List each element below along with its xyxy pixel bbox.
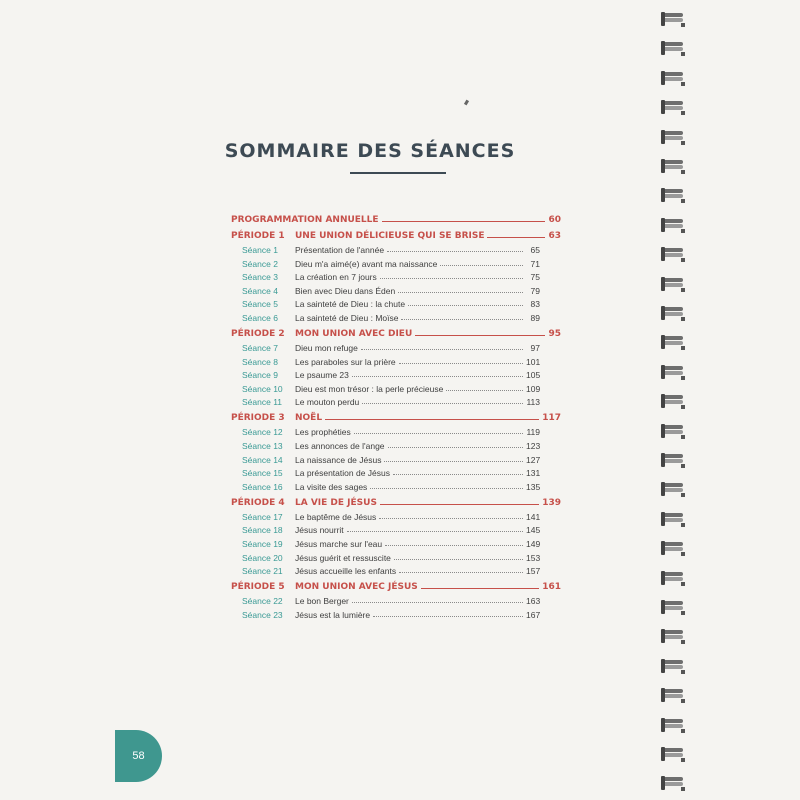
toc-leader-line	[387, 251, 523, 252]
toc-session-row	[231, 509, 540, 522]
toc-page-number: 65	[530, 245, 540, 255]
toc-leader-line	[380, 278, 523, 279]
binding-ring	[661, 571, 685, 586]
toc-session-row	[231, 256, 540, 269]
toc-page-number: 163	[526, 596, 541, 607]
toc-entry-title: La naissance de Jésus	[295, 454, 382, 465]
session-code: Séance 10	[242, 383, 283, 394]
ink-speck	[464, 100, 469, 106]
toc-leader-line	[370, 488, 523, 489]
toc-entry-title: Les prophéties	[295, 427, 351, 438]
toc-entry-title: Jésus est la lumière	[295, 609, 371, 620]
toc-entry-title: LA VIE DE JÉSUS	[295, 497, 377, 508]
session-code: Séance 13	[242, 441, 283, 451]
toc-session-row	[231, 354, 540, 367]
binding-ring	[661, 541, 685, 556]
session-code: Séance 2	[242, 258, 278, 269]
binding-ring	[661, 688, 685, 703]
toc-session-row	[231, 283, 540, 296]
toc-page-number: 153	[526, 552, 541, 563]
binding-ring	[661, 12, 685, 27]
spiral-binding	[661, 0, 691, 800]
toc-page-number: 117	[542, 413, 561, 424]
session-code: Séance 16	[242, 481, 283, 492]
toc-page-number: 89	[530, 313, 540, 323]
binding-ring	[661, 747, 685, 762]
toc-period-row	[231, 579, 561, 592]
session-code: Séance 20	[242, 552, 283, 563]
binding-ring	[661, 100, 685, 115]
session-code: Séance 23	[242, 609, 283, 620]
binding-ring	[661, 453, 685, 468]
title-underline	[350, 172, 446, 174]
session-code: Séance 19	[242, 539, 283, 549]
toc-leader-line	[352, 602, 523, 603]
toc-entry-title: Les annonces de l'ange	[295, 441, 385, 451]
toc-session-row	[231, 607, 540, 620]
toc-page-number: 131	[526, 468, 541, 479]
page-number: 58	[132, 750, 145, 762]
toc-leader-line	[354, 433, 523, 434]
toc-session-row	[231, 269, 540, 282]
toc-page-number: 71	[530, 258, 540, 269]
toc-entry-title: Le mouton perdu	[295, 397, 360, 408]
toc-session-row	[231, 340, 540, 353]
toc-leader-line	[380, 504, 539, 505]
toc-page-number: 97	[530, 343, 540, 353]
toc-page-number: 79	[530, 285, 540, 296]
toc-entry-title: La sainteté de Dieu : Moïse	[295, 313, 399, 323]
toc-page-number: 109	[526, 383, 541, 394]
toc-leader-line	[408, 305, 523, 306]
period-code: PÉRIODE 1	[231, 231, 285, 241]
toc-page-number: 75	[530, 272, 540, 283]
toc-leader-line	[352, 376, 523, 377]
toc-entry-title: Dieu m'a aimé(e) avant ma naissance	[295, 258, 438, 269]
binding-ring	[661, 188, 685, 203]
toc-session-row	[231, 394, 540, 407]
toc-entry-title: Présentation de l'année	[295, 245, 385, 255]
toc-leader-line	[446, 390, 523, 391]
toc-entry-title: Dieu mon refuge	[295, 343, 358, 353]
toc-entry-title: MON UNION AVEC JÉSUS	[295, 582, 418, 593]
toc-page-number: 101	[526, 356, 541, 367]
toc-heading-row	[231, 212, 561, 225]
toc-session-row	[231, 536, 540, 549]
binding-ring	[661, 71, 685, 86]
session-code: Séance 4	[242, 285, 278, 296]
binding-ring	[661, 394, 685, 409]
binding-ring	[661, 335, 685, 350]
toc-entry-title: Dieu est mon trésor : la perle précieuse	[295, 383, 444, 394]
toc-leader-line	[382, 221, 546, 222]
binding-ring	[661, 159, 685, 174]
toc-leader-line	[362, 403, 523, 404]
toc-entry-title: La présentation de Jésus	[295, 468, 390, 479]
period-code: PÉRIODE 5	[231, 582, 285, 593]
toc-entry-title: Les paraboles sur la prière	[295, 356, 396, 367]
toc-entry-title: La création en 7 jours	[295, 272, 377, 283]
toc-entry-title: PROGRAMMATION ANNUELLE	[231, 215, 379, 225]
toc-session-row	[231, 452, 540, 465]
toc-leader-line	[385, 545, 523, 546]
toc-entry-title: Le baptême de Jésus	[295, 511, 377, 522]
toc-session-row	[231, 593, 540, 606]
session-code: Séance 14	[242, 454, 283, 465]
session-code: Séance 17	[242, 511, 283, 522]
binding-ring	[661, 41, 685, 56]
toc-page-number: 105	[526, 370, 541, 381]
toc-period-row	[231, 410, 561, 423]
page-title: SOMMAIRE DES SÉANCES	[224, 140, 516, 162]
binding-ring	[661, 247, 685, 262]
toc-entry-title: Jésus guérit et ressuscite	[295, 552, 391, 563]
toc-leader-line	[401, 319, 523, 320]
binding-ring	[661, 218, 685, 233]
toc-leader-line	[347, 531, 523, 532]
toc-entry-title: Le psaume 23	[295, 370, 349, 381]
toc-session-row	[231, 242, 540, 255]
session-code: Séance 22	[242, 596, 283, 607]
toc-leader-line	[379, 518, 523, 519]
toc-page-number: 139	[542, 497, 561, 508]
toc-entry-title: Bien avec Dieu dans Éden	[295, 285, 396, 296]
binding-ring	[661, 130, 685, 145]
toc-session-row	[231, 479, 540, 492]
toc-period-row	[231, 228, 561, 241]
toc-entry-title: Jésus accueille les enfants	[295, 566, 397, 577]
toc-page-number: 149	[526, 539, 541, 549]
toc-page-number: 95	[548, 329, 561, 339]
toc-session-row	[231, 465, 540, 478]
toc-leader-line	[415, 335, 545, 336]
toc-entry-title: MON UNION AVEC DIEU	[295, 329, 413, 339]
toc-leader-line	[388, 447, 523, 448]
period-code: PÉRIODE 3	[231, 413, 285, 424]
binding-ring	[661, 629, 685, 644]
toc-leader-line	[325, 419, 539, 420]
toc-session-row	[231, 550, 540, 563]
toc-leader-line	[421, 588, 539, 589]
toc-page-number: 123	[526, 441, 541, 451]
binding-ring	[661, 600, 685, 615]
session-code: Séance 7	[242, 343, 278, 353]
toc-page-number: 113	[526, 397, 540, 408]
binding-ring	[661, 512, 685, 527]
toc-entry-title: Le bon Berger	[295, 596, 349, 607]
toc-leader-line	[399, 572, 523, 573]
session-code: Séance 5	[242, 299, 278, 310]
toc-leader-line	[399, 363, 523, 364]
page-number-badge	[115, 730, 162, 782]
session-code: Séance 9	[242, 370, 278, 381]
toc-page-number: 141	[526, 511, 541, 522]
toc-entry-title: Jésus marche sur l'eau	[295, 539, 383, 549]
toc-page-number: 145	[526, 525, 541, 536]
toc-entry-title: Jésus nourrit	[295, 525, 344, 536]
toc-page-number: 135	[526, 481, 541, 492]
binding-ring	[661, 718, 685, 733]
toc-session-row	[231, 522, 540, 535]
toc-session-row	[231, 563, 540, 576]
toc-period-row	[231, 495, 561, 508]
toc-page-number: 127	[526, 454, 541, 465]
toc-leader-line	[393, 474, 523, 475]
session-code: Séance 12	[242, 427, 283, 438]
session-code: Séance 15	[242, 468, 283, 479]
toc-page-number: 60	[548, 215, 561, 225]
toc-entry-title: UNE UNION DÉLICIEUSE QUI SE BRISE	[295, 231, 485, 241]
binding-ring	[661, 482, 685, 497]
toc-session-row	[231, 381, 540, 394]
toc-page-number: 83	[530, 299, 540, 310]
session-code: Séance 3	[242, 272, 278, 283]
period-code: PÉRIODE 2	[231, 329, 285, 339]
toc-entry-title: NOËL	[295, 413, 323, 424]
toc-leader-line	[373, 616, 523, 617]
toc-page-number: 119	[526, 427, 540, 438]
toc-page-number: 157	[526, 566, 541, 577]
binding-ring	[661, 659, 685, 674]
session-code: Séance 21	[242, 566, 283, 577]
toc-session-row	[231, 424, 540, 437]
binding-ring	[661, 277, 685, 292]
toc-leader-line	[398, 292, 523, 293]
binding-ring	[661, 365, 685, 380]
toc-session-row	[231, 438, 540, 451]
toc-entry-title: La visite des sages	[295, 481, 368, 492]
toc-leader-line	[384, 461, 523, 462]
toc-page-number: 167	[526, 609, 541, 620]
toc-page-number: 63	[548, 231, 561, 241]
period-code: PÉRIODE 4	[231, 497, 285, 508]
binding-ring	[661, 306, 685, 321]
toc-page-number: 161	[542, 582, 561, 593]
toc-session-row	[231, 296, 540, 309]
session-code: Séance 18	[242, 525, 283, 536]
session-code: Séance 11	[242, 397, 283, 408]
toc-leader-line	[440, 265, 523, 266]
toc-session-row	[231, 310, 540, 323]
toc-session-row	[231, 367, 540, 380]
session-code: Séance 6	[242, 313, 278, 323]
session-code: Séance 1	[242, 245, 278, 255]
binding-ring	[661, 424, 685, 439]
toc-leader-line	[487, 237, 545, 238]
toc-leader-line	[361, 349, 523, 350]
binding-ring	[661, 776, 685, 791]
session-code: Séance 8	[242, 356, 278, 367]
toc-entry-title: La sainteté de Dieu : la chute	[295, 299, 406, 310]
toc-period-row	[231, 326, 561, 339]
toc-leader-line	[394, 559, 523, 560]
